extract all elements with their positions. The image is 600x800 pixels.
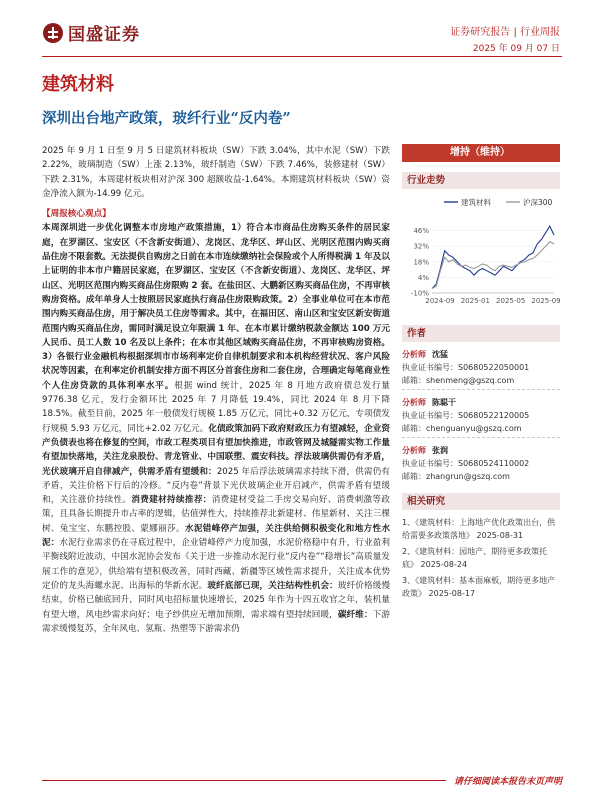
summary-paragraph: 2025 年 9 月 1 日至 9 月 5 日建筑材料板块（SW）下跌 3.04%，其中水泥（SW）下跌 2.22%，玻璃制造（SW）上涨 2.13%，玻纤制造（SW）下跌 7.46%，装修建材（SW）下跌 2.31%，本周建材板块相对沪深 300 超额收益-1.64%。本期建筑材料板块（SW）资金净流入额为-14.99 亿元。 — [42, 146, 390, 199]
text-run: 2025 年后浮法玻璃需求持续下滑，供需仍有矛盾，关注价格下行后的冷修。“反内卷”背景下光伏玻璃企业开启减产，供需矛盾有望缓和，关注涨价持续性。 — [42, 466, 390, 506]
text-run: 本周深圳进一步优化调整本市房地产政策措施，1）符合本市商品住房购买条件的居民家庭，在罗湖区、宝安区（不含新安街道）、龙岗区、龙华区、坪山区、光明区范围内购买商品住房不限套数。无法提供自购房之日前在本市连续缴纳社会保险或个人所得税满 1 年及以上证明的非本市户籍居民家庭，在罗湖区、宝安区（不含新安街道）、龙岗区、龙华区、坪山区、光明区范围内购买商品住房限购 2 套。在盐田区、大鹏新区购买商品住房，不再审核购房资格。成年单身人士按照居民家庭执行商品住房限购政策。2）全事业单位可在本市范围内购买商品住房，用于解决员工住房等需求。其中，在福田区、南山区和宝安区新安街道范围内购买商品住房，需同时满足设立年限满 1 年、在本市累计缴纳税款金额达 100 万元人民币、员工人数 10 名及以上条件；在本市其他区域购买商品住房，不再审核购房资格。3）各银行业金融机构根据深圳市市场利率定价自律机制要求和本机构经营状况、客户风险状况等因素，在利率定价机制安排方面不再区分首套住房和二套住房，合理确定每笔商业性个人住房贷款的具体利率水平。 — [42, 223, 390, 391]
sidebar — [402, 144, 560, 603]
main-column — [42, 144, 390, 636]
logo-mark-icon — [42, 22, 64, 44]
related-research-list — [402, 516, 560, 600]
analyst-email[interactable]: 邮箱：shenmeng@gszq.com — [402, 376, 515, 385]
text-run: 水泥行业需求仍在寻底过程中，企业错峰停产力度加强，水泥价格稳中有升，行业盈利平衡线附近波动，中国水泥协会发布《关于进一步推动水泥行业“反内卷”“稳增长”高质量发展工作的意见》，供给端有望积极改善，同时西藏、新疆等区域性需求提升，关注成本优势定价的龙头海螺水泥、出海标的华新水泥。 — [42, 538, 390, 591]
page-header — [0, 0, 600, 60]
x-tick-label: 2024-09 — [425, 297, 455, 305]
footer-disclaimer: 请仔细阅读本报告末页声明 — [446, 774, 562, 787]
trend-section-title: 行业走势 — [402, 172, 560, 189]
analyst-entry — [402, 444, 560, 483]
analyst-license: 执业证书编号：S0680522050001 — [402, 363, 530, 372]
text-run: 碳纤维： — [337, 609, 373, 620]
analyst-license: 执业证书编号：S0680522120005 — [402, 411, 530, 420]
page-footer — [42, 774, 562, 790]
authors-section-title: 作者 — [402, 325, 560, 342]
analyst-role: 分析师 陈聪干 — [402, 398, 456, 407]
series-line — [432, 226, 554, 288]
text-run: 下游需求缓慢复苏，全年风电、氢瓶、热塑等下游需求仍 — [42, 609, 390, 634]
analyst-separator — [402, 437, 560, 438]
analyst-entry — [402, 396, 560, 435]
company-logo — [42, 20, 140, 45]
y-tick-label: 18% — [413, 258, 429, 267]
logo-text: 国盛证券 — [68, 25, 140, 45]
text-run: 玻纤底部已现，关注结构性机会： — [207, 580, 338, 591]
core-viewpoint-text — [42, 221, 390, 636]
section-tag: 【周报核心观点】 — [42, 209, 111, 220]
x-tick-label: 2025-09 — [531, 297, 560, 305]
report-headline: 深圳出台地产政策，玻纤行业“反内卷” — [42, 110, 291, 127]
trend-chart-svg — [402, 193, 560, 313]
related-research-item[interactable]: 3、《建筑材料：基本面麻板，期待更多地产政策》 2025-08-17 — [402, 576, 556, 598]
sector-title: 建筑材料 — [42, 74, 114, 95]
y-tick-label: -10% — [410, 289, 429, 298]
text-run: 根据 wind 统计，2025 年 8 月地方政府债总发行量 9776.38 亿元，发行金额环比 2025 年 7 月降低 19.4%，同比 2024 年 8 月下降 18.5%。截至目前，2025 年一般债发行规模 1.85 万亿元，同比+0.32 万亿元，专项债发行规模 5.93 万亿元，同比+2.02 万亿元。 — [42, 380, 390, 434]
report-meta — [450, 23, 560, 54]
analyst-list — [402, 348, 560, 483]
text-run: 消费建材持续推荐： — [131, 495, 212, 506]
text-run: 消费建材受益二手房交易向好、消费刺激等政策，且具备长期提升市占率的逻辑，估值弹性大，持续推荐北新建材、伟星新材、关注三棵树、兔宝宝、东鹏控股、蒙娜丽莎。 — [42, 495, 390, 534]
analyst-separator — [402, 389, 560, 390]
x-tick-label: 2025-05 — [496, 297, 526, 305]
analyst-name: 沈猛 — [432, 350, 448, 359]
text-run: 水泥错峰停产加强，关注供给侧积极变化和地方性水泥： — [42, 523, 390, 549]
x-tick-label: 2025-01 — [460, 297, 490, 305]
analyst-role: 分析师 张润 — [402, 446, 448, 455]
analyst-entry — [402, 348, 560, 387]
report-type: 证券研究报告 | 行业周报 — [450, 27, 560, 38]
analyst-email[interactable]: 邮箱：zhangrun@gszq.com — [402, 472, 510, 481]
related-research-item[interactable]: 2、《建筑材料：园地产、期待更多政策托底》 2025-08-24 — [402, 547, 548, 569]
header-divider — [42, 56, 562, 57]
analyst-email[interactable]: 邮箱：chenguanyu@gszq.com — [402, 424, 522, 433]
rating-badge: 增持（维持） — [402, 144, 560, 162]
report-date: 2025 年 09 月 07 日 — [472, 44, 560, 54]
analyst-license: 执业证书编号：S0680524110002 — [402, 459, 530, 468]
legend-label: 建筑材料 — [461, 198, 491, 207]
analyst-role: 分析师 沈猛 — [402, 350, 448, 359]
trend-chart — [402, 193, 560, 315]
related-section-title: 相关研究 — [402, 493, 560, 510]
analyst-name: 张润 — [432, 446, 448, 455]
y-tick-label: 46% — [413, 227, 429, 236]
y-tick-label: 32% — [413, 242, 429, 251]
text-run: 化债政策加码下政府财政压力有望减轻，企业资产负债表也将在修复的空间，市政工程类项目有望加快推进，市政管网及城隧需实物工作量有望加快落地，关注龙泉股份、青龙管业、中国联塑、震安科技。浮法玻璃供需仍有矛盾，光伏玻璃开启自律减产，供需矛盾有望缓和： — [42, 423, 390, 477]
text-run: 玻纤价格缓慢结束，价格已触底回升，同时风电招标量快速增长，2025 年作为十四五收官之年，装机量有望大增，风电纱需求向好；电子纱供应无增加预期，需求端有望持续回暖， — [42, 580, 390, 620]
series-line — [432, 242, 554, 289]
related-research-item[interactable]: 1、《建筑材料：上海地产优化政策出台，供给需要多政策落地》 2025-08-31 — [402, 518, 556, 540]
analyst-name: 陈聪干 — [432, 398, 456, 407]
y-tick-label: 4% — [417, 273, 429, 282]
legend-label: 沪深300 — [523, 198, 553, 207]
